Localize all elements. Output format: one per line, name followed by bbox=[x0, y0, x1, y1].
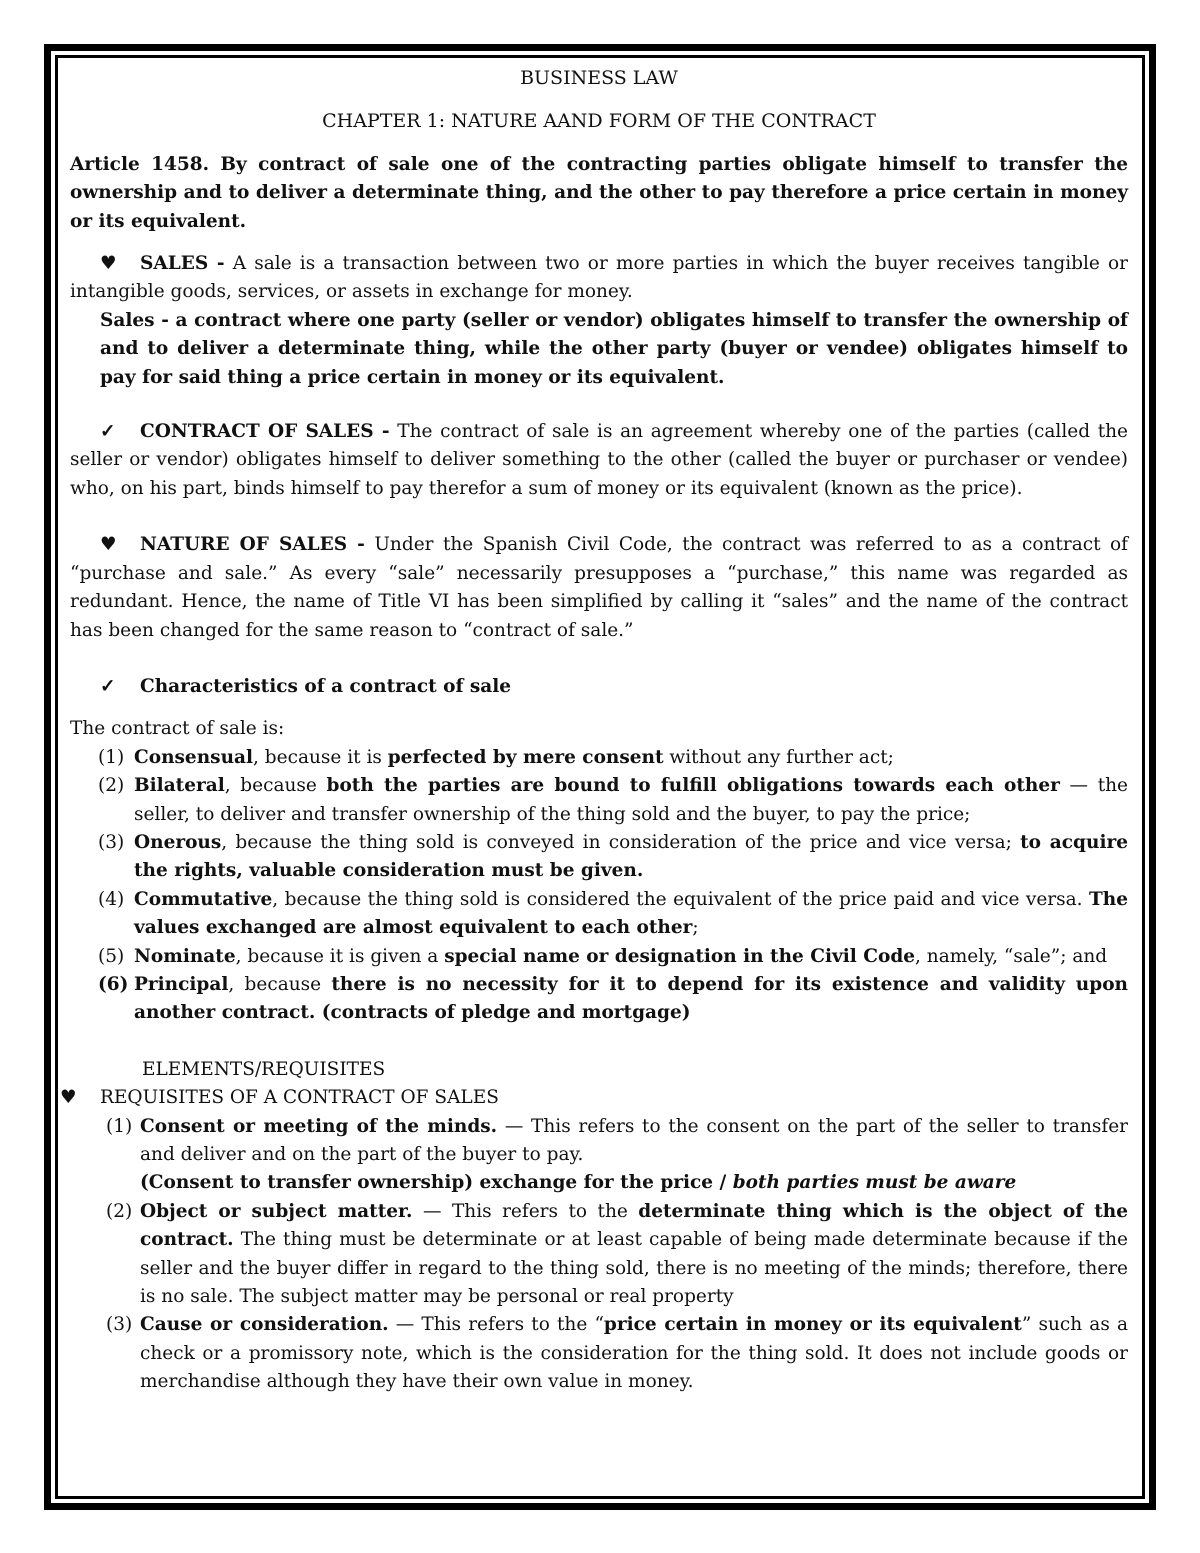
list-item: (2) Object or subject matter. — This refers to the determinate thing which is the object of the contract. The thing must be determinate or at least capable of being made determinate because if the seller and the buyer differ in regard to the thing sold, there is no meeting of the minds; therefore, there is no sale. The subject matter may be personal or real property bbox=[106, 1200, 1128, 1308]
requisites-list bbox=[70, 1113, 1128, 1397]
contract-of-sales-text: The contract of sale is an agreement whereby one of the parties (called the seller or vendor) obligates himself to deliver something to the other (called the buyer or purchaser or vendee) who, on his part, binds himself to pay therefor a sum of money or its equivalent (known as the price). bbox=[70, 421, 1129, 499]
nature-of-sales-term: NATURE OF SALES - bbox=[140, 534, 365, 556]
heart-icon: ♥ bbox=[60, 1087, 77, 1109]
list-item: (4) Commutative, because the thing sold is considered the equivalent of the price paid and vice versa. The values exchanged are almost equivalent to each other; bbox=[98, 888, 1128, 939]
list-item: (1) Consensual, because it is perfected by mere consent without any further act; bbox=[98, 746, 894, 768]
list-item: (1) Consent or meeting of the minds. — This refers to the consent on the part of the seller to transfer and deliver and on the part of the buyer to pay. (Consent to transfer ownership) exchange for the price / both parties must be aware bbox=[106, 1115, 1129, 1194]
list-item: (3) Onerous, because the thing sold is conveyed in consideration of the price and vice versa; to acquire the rights, valuable consideration must be given. bbox=[98, 831, 1128, 882]
document-page bbox=[60, 64, 1129, 1397]
nature-of-sales-text: Under the Spanish Civil Code, the contract was referred to as a contract of “purchase and sale.” As every “sale” necessarily presupposes a “purchase,” this name was regarded as redundant. Hence, the name of Title VI has been simplified by calling it “sales” and the name of the contract has been changed for the same reason to “contract of sale.” bbox=[70, 534, 1128, 641]
elements-heading: ELEMENTS/REQUISITES bbox=[142, 1058, 386, 1080]
heart-icon: ♥ bbox=[100, 534, 117, 556]
list-item: (5) Nominate, because it is given a special name or designation in the Civil Code, namely, “sale”; and bbox=[98, 945, 1108, 967]
characteristics-intro: The contract of sale is: bbox=[70, 718, 285, 740]
document-title: BUSINESS LAW bbox=[520, 67, 678, 89]
article-1458: Article 1458. By contract of sale one of the contracting parties obligate himself to transfer the ownership and to deliver a determinate thing, and the other to pay therefore a price certain in money or its equivalent. bbox=[70, 153, 1128, 232]
chapter-heading: CHAPTER 1: NATURE AAND FORM OF THE CONTRACT bbox=[322, 110, 876, 133]
list-item: (2) Bilateral, because both the parties are bound to fulfill obligations towards each other — the seller, to deliver and transfer ownership of the thing sold and the buyer, to pay the price; bbox=[98, 775, 1128, 825]
sales-definition: Sales - a contract where one party (seller or vendor) obligates himself to transfer the ownership of and to deliver a determinate thing, while the other party (buyer or vendee) obligates himself to pay for said thing a price certain in money or its equivalent. bbox=[100, 309, 1128, 388]
contract-of-sales-paragraph bbox=[70, 418, 1128, 503]
check-icon: ✓ bbox=[100, 421, 116, 443]
sales-paragraph bbox=[70, 250, 1128, 307]
requisites-heading: ♥ REQUISITES OF A CONTRACT OF SALES bbox=[100, 1084, 1128, 1112]
characteristics-heading: ✓ Characteristics of a contract of sale bbox=[70, 673, 1128, 701]
contract-of-sales-term: CONTRACT OF SALES - bbox=[140, 421, 390, 443]
check-icon: ✓ bbox=[100, 675, 116, 697]
sales-term: SALES - bbox=[140, 253, 225, 275]
nature-of-sales-paragraph bbox=[70, 531, 1128, 645]
characteristics-list bbox=[70, 744, 1128, 1028]
heart-icon: ♥ bbox=[100, 253, 117, 275]
list-item: (3) Cause or consideration. — This refers to the “price certain in money or its equivalent” such as a check or a promissory note, which is the consideration for the thing sold. It does not include goods or merchandise although they have their own value in money. bbox=[106, 1314, 1128, 1393]
list-item: (6) Principal, because there is no necessity for it to depend for its existence and validity upon another contract. (contracts of pledge and mortgage) bbox=[98, 973, 1128, 1024]
sales-text: A sale is a transaction between two or more parties in which the buyer receives tangible or intangible goods, services, or assets in exchange for money. bbox=[70, 253, 1128, 303]
